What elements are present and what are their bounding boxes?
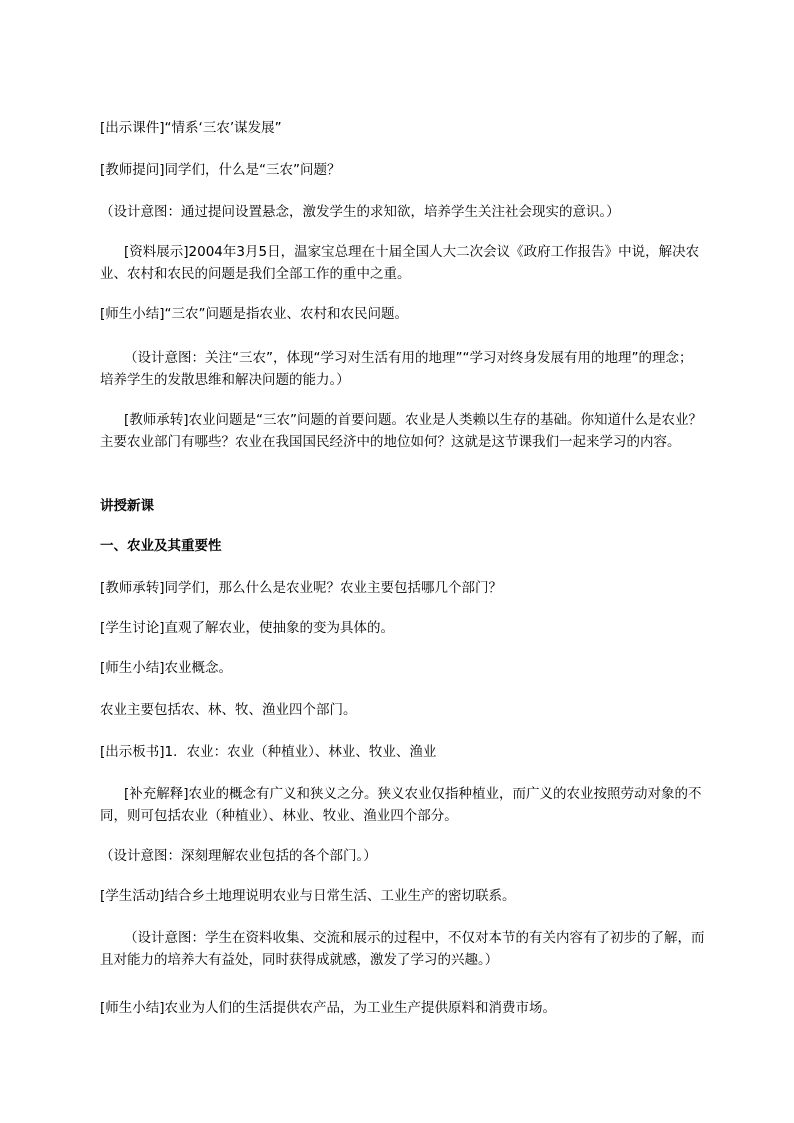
paragraph-design-intent-3: （设计意图：深刻理解农业包括的各个部门。） — [100, 848, 377, 864]
paragraph-design-intent-1: （设计意图：通过提问设置悬念，激发学生的求知欲，培养学生关注社会现实的意识。） — [100, 204, 620, 220]
paragraph-teacher-question: [教师提问]同学们，什么是“三农”问题？ — [100, 162, 341, 178]
section-heading-agriculture: 一、农业及其重要性 — [100, 538, 222, 554]
paragraph-design-intent-4: （设计意图：学生在资料收集、交流和展示的过程中，不仅对本节的有关内容有了初步的了解，而且对能力的培养大有益处，同时获得成就感，激发了学习的兴趣。） — [100, 930, 705, 968]
paragraph-teacher-transition-2: [教师承转]同学们，那么什么是农业呢？农业主要包括哪几个部门？ — [100, 580, 503, 596]
paragraph-teacher-transition-1: [教师承转]农业问题是“三农”问题的首要问题。农业是人类赖以生存的基础。你知道什么是农业？主要农业部门有哪些？农业在我国国民经济中的地位如何？这就是这节课我们一起来学习的内容。 — [100, 412, 703, 450]
paragraph-summary-3: [师生小结]农业为人们的生活提供农产品，为工业生产提供原料和消费市场。 — [100, 1000, 557, 1016]
paragraph-supplement: [补充解释]农业的概念有广义和狭义之分。狭义农业仅指种植业，而广义的农业按照劳动对象的不同，则可包括农业（种植业）、林业、牧业、渔业四个部分。 — [100, 786, 702, 824]
paragraph-courseware: [出示课件]“情系‘三农’谋发展” — [100, 120, 282, 136]
paragraph-summary-1: [师生小结]“三农”问题是指农业、农村和农民问题。 — [100, 306, 409, 322]
section-title-new-lesson: 讲授新课 — [100, 498, 154, 514]
paragraph-student-activity: [学生活动]结合乡土地理说明农业与日常生活、工业生产的密切联系。 — [100, 888, 516, 904]
paragraph-blackboard: [出示板书]1．农业：农业（种植业）、林业、牧业、渔业 — [100, 744, 437, 760]
paragraph-student-discussion: [学生讨论]直观了解农业，使抽象的变为具体的。 — [100, 620, 395, 636]
paragraph-material-display: [资料展示]2004年3月5日，温家宝总理在十届全国人大二次会议《政府工作报告》中说，解决农业、农村和农民的问题是我们全部工作的重中之重。 — [100, 244, 700, 282]
paragraph-summary-2: [师生小结]农业概念。 — [100, 660, 233, 676]
paragraph-agri-sectors: 农业主要包括农、林、牧、渔业四个部门。 — [100, 702, 357, 718]
paragraph-design-intent-2: （设计意图：关注“三农”，体现“学习对生活有用的地理”“学习对终身发展有用的地理”的理念；培养学生的发散思维和解决问题的能力。） — [100, 350, 693, 388]
